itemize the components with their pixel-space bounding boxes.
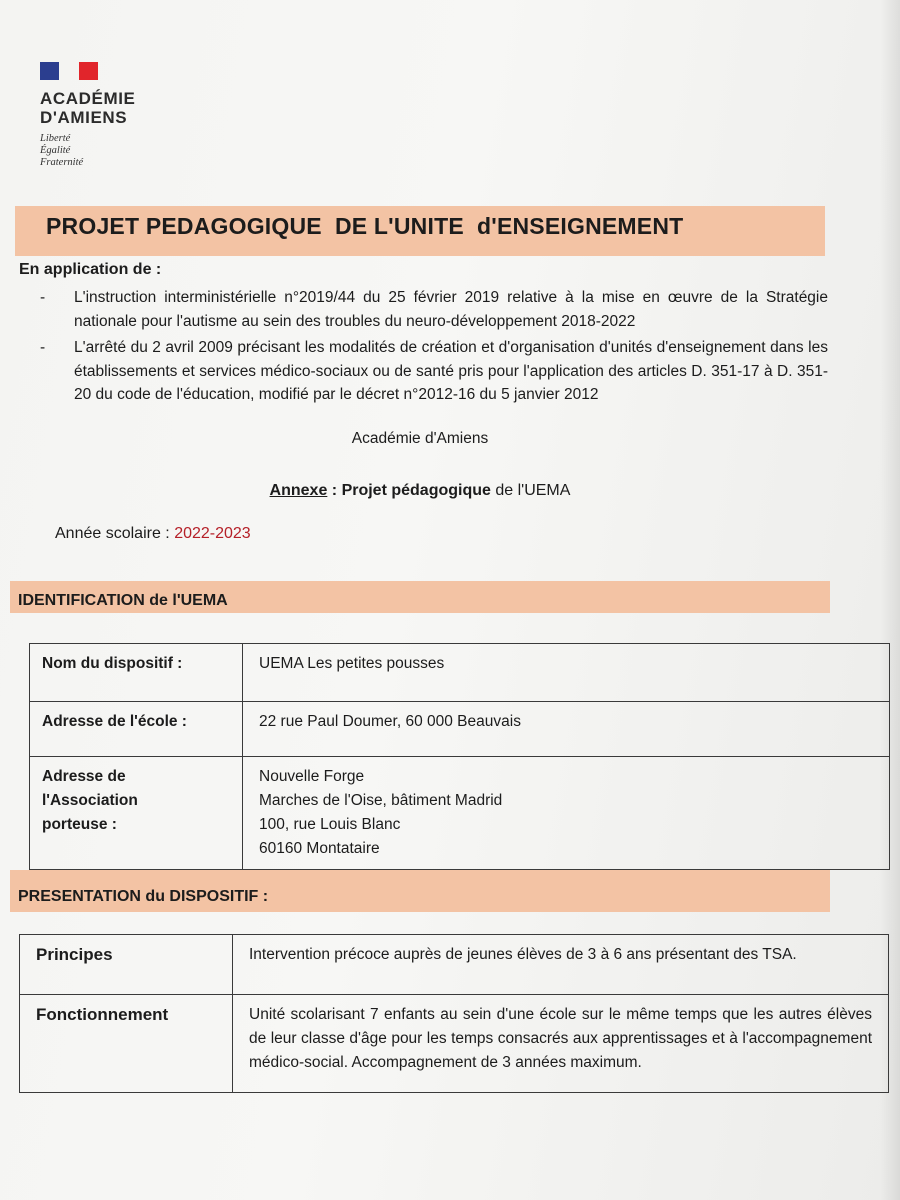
motto-egalite: Égalité	[40, 145, 71, 156]
row-key: Adresse de l'école :	[30, 702, 243, 757]
logo-line-1: ACADÉMIE	[40, 89, 136, 108]
marianne-flag-icon	[40, 62, 98, 80]
row-value: Unité scolarisant 7 enfants au sein d'une école sur le même temps que les autres élèves de leur classe d'âge pour les temps consacrés aux apprentissages et à l'accompagnement médico-social. Accompagnement de 3 années maximum.	[233, 995, 889, 1093]
value-line: Nouvelle Forge	[259, 768, 365, 785]
bullet-dash: -	[40, 339, 46, 356]
academie-line: Académie d'Amiens	[351, 430, 489, 447]
row-value	[243, 644, 890, 702]
school-year-label: Année scolaire :	[55, 525, 175, 542]
motto-liberte: Liberté	[40, 133, 71, 144]
bullet-dash: -	[40, 289, 46, 306]
row-value	[243, 702, 890, 757]
presentation-title: PRESENTATION du DISPOSITIF :	[18, 888, 269, 905]
key-line: Adresse de	[42, 768, 126, 785]
row-key: Principes	[20, 935, 233, 995]
school-year-value: 2022-2023	[174, 525, 251, 542]
legal-reference-text: L'arrêté du 2 avril 2009 précisant les modalités de création et d'organisation d'unités d'enseignement dans les établissements et services médico-sociaux ou de santé pris pour l'application des articles D. 351-17 à D. 351-20 du code de l'éducation, modifié par le décret n°2012-16 du 5 janvier 2012	[74, 339, 828, 403]
row-key: Nom du dispositif :	[30, 644, 243, 702]
table-row	[30, 757, 890, 870]
school-year	[55, 525, 251, 543]
annexe-line	[0, 482, 840, 500]
key-line: l'Association	[42, 792, 138, 809]
logo-name	[40, 89, 210, 127]
application-heading: En application de :	[19, 261, 162, 278]
value-line: 22 rue Paul Doumer, 60 000 Beauvais	[259, 713, 521, 730]
value-line: 60160 Montataire	[259, 840, 380, 857]
legal-reference-text: L'instruction interministérielle n°2019/44 du 25 février 2019 relative à la mise en œuvre de la Stratégie nationale pour l'autisme au sein des troubles du neuro-développement 2018-2022	[74, 289, 828, 330]
value-line: UEMA Les petites pousses	[259, 655, 445, 672]
row-key	[30, 757, 243, 870]
table-row	[30, 644, 890, 702]
table-row	[30, 702, 890, 757]
annexe-bold: Projet pédagogique	[341, 482, 491, 499]
legal-reference-item	[40, 286, 828, 333]
annexe-rest: de l'UEMA	[490, 482, 571, 499]
table-row	[20, 935, 889, 995]
presentation-table	[19, 934, 889, 1093]
identification-title: IDENTIFICATION de l'UEMA	[18, 592, 228, 609]
motto-fraternite: Fraternité	[40, 157, 84, 168]
value-line: Marches de l'Oise, bâtiment Madrid	[259, 792, 503, 809]
annexe-label: Annexe	[269, 482, 328, 499]
row-value	[243, 757, 890, 870]
logo-motto	[40, 133, 210, 169]
key-line: porteuse :	[42, 816, 117, 833]
legal-references-list	[40, 286, 828, 410]
row-value: Intervention précoce auprès de jeunes élèves de 3 à 6 ans présentant des TSA.	[233, 935, 889, 995]
academie-logo	[40, 62, 210, 169]
table-row	[20, 995, 889, 1093]
annexe-sep: :	[327, 482, 342, 499]
row-key: Fonctionnement	[20, 995, 233, 1093]
value-line: 100, rue Louis Blanc	[259, 816, 401, 833]
logo-line-2: D'AMIENS	[40, 108, 128, 127]
document-title: PROJET PEDAGOGIQUE DE L'UNITE d'ENSEIGNEMENT	[46, 213, 684, 239]
legal-reference-item	[40, 336, 828, 407]
identification-table	[29, 643, 890, 870]
